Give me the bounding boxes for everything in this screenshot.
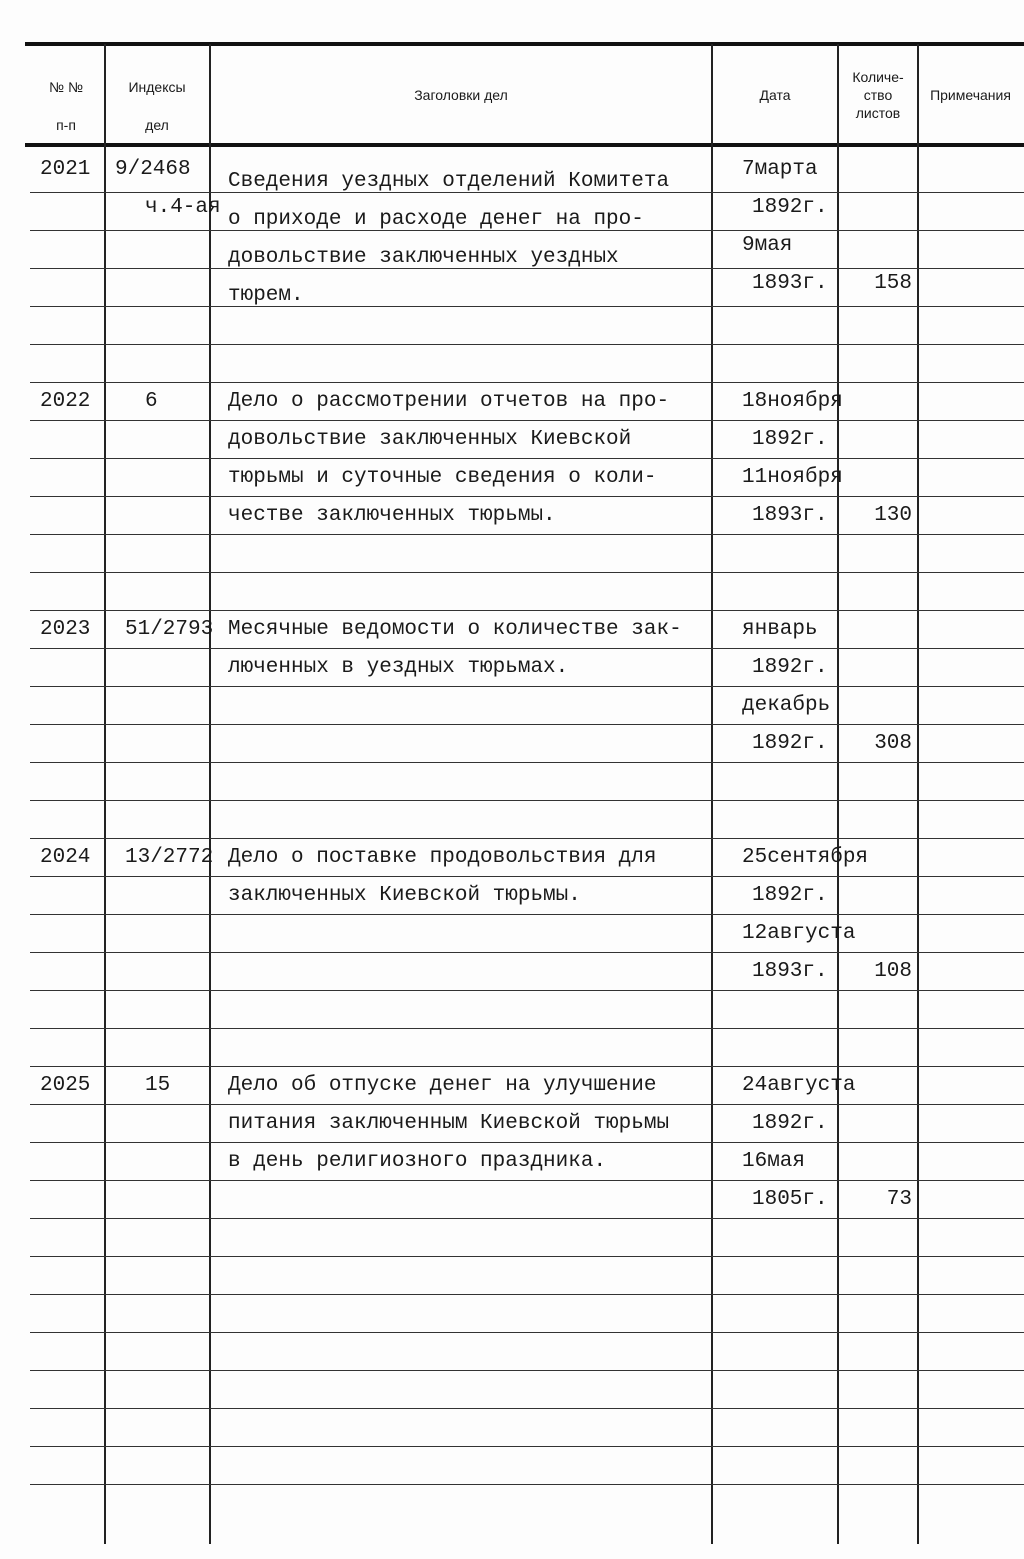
entry-index: ч.4-ая xyxy=(145,196,221,219)
entry-sheet-count: 73 xyxy=(886,1188,912,1211)
entry-index: 13/2772 xyxy=(125,846,214,869)
entry-date-line: 18ноября xyxy=(742,390,843,413)
ruled-line xyxy=(30,1446,1024,1447)
ruled-line xyxy=(30,306,1024,307)
entry-date-line: январь xyxy=(742,618,818,641)
ruled-line xyxy=(30,876,1024,877)
ruled-line xyxy=(30,838,1024,839)
entry-date-line: 12августа xyxy=(742,922,856,945)
entry-date-line: 1892г. xyxy=(752,428,828,451)
ruled-line xyxy=(30,382,1024,383)
header-notes: Примечания xyxy=(930,87,1011,103)
ruled-line xyxy=(30,724,1024,725)
ruled-line xyxy=(30,1104,1024,1105)
entry-number: 2022 xyxy=(40,390,91,413)
entry-title-line: тюрьмы и суточные сведения о коли- xyxy=(228,466,657,489)
ruled-line xyxy=(30,420,1024,421)
entry-number: 2021 xyxy=(40,158,91,181)
column-divider xyxy=(209,44,211,1544)
ruled-line xyxy=(30,648,1024,649)
ruled-line xyxy=(30,1256,1024,1257)
ruled-line xyxy=(30,762,1024,763)
entry-sheet-count: 108 xyxy=(874,960,912,983)
ruled-line xyxy=(30,1408,1024,1409)
entry-number: 2024 xyxy=(40,846,91,869)
entry-date-line: 1892г. xyxy=(752,1112,828,1135)
entry-title-line: Дело об отпуске денег на улучшение xyxy=(228,1074,657,1097)
ruled-line xyxy=(30,1294,1024,1295)
ruled-line xyxy=(30,1066,1024,1067)
ruled-line xyxy=(30,1370,1024,1371)
entry-title-line: честве заключенных тюрьмы. xyxy=(228,504,556,527)
ruled-line xyxy=(30,1332,1024,1333)
entry-index: 9/2468 xyxy=(115,158,191,181)
entry-date-line: 1892г. xyxy=(752,196,828,219)
ruled-line xyxy=(30,610,1024,611)
entry-date-line: 1892г. xyxy=(752,732,828,755)
header-number: № № п-п xyxy=(49,79,83,133)
entry-index: 6 xyxy=(145,390,158,413)
entry-sheet-count: 158 xyxy=(874,272,912,295)
entry-date-line: 11ноября xyxy=(742,466,843,489)
entry-date-line: 1892г. xyxy=(752,884,828,907)
entry-index: 15 xyxy=(145,1074,171,1097)
ruled-line xyxy=(30,1142,1024,1143)
entry-title-line: о приходе и расходе денег на про- xyxy=(228,208,644,231)
entry-title-line: Дело о рассмотрении отчетов на про- xyxy=(228,390,670,413)
column-divider xyxy=(711,44,713,1544)
entry-date-line: 7марта xyxy=(742,158,818,181)
entry-date-line: 16мая xyxy=(742,1150,806,1173)
ruled-line xyxy=(30,1218,1024,1219)
entry-title-line: питания заключенным Киевской тюрьмы xyxy=(228,1112,670,1135)
top-rule xyxy=(25,42,1024,46)
header-index: Индексы дел xyxy=(128,79,186,133)
column-divider xyxy=(917,44,919,1544)
header-sheets: Количе- ство листов xyxy=(852,69,904,121)
entry-date-line: 1892г. xyxy=(752,656,828,679)
entry-number: 2025 xyxy=(40,1074,91,1097)
ruled-line xyxy=(30,534,1024,535)
entry-title-line: довольствие заключенных уездных xyxy=(228,246,619,269)
entry-date-line: 1893г. xyxy=(752,272,828,295)
ruled-line xyxy=(30,800,1024,801)
ruled-line xyxy=(30,496,1024,497)
header-date: Дата xyxy=(759,87,791,103)
ruled-line xyxy=(30,1484,1024,1485)
ruled-line xyxy=(30,572,1024,573)
entry-title-line: Месячные ведомости о количестве зак- xyxy=(228,618,682,641)
entry-sheet-count: 308 xyxy=(874,732,912,755)
entry-title-line: тюрем. xyxy=(228,284,304,307)
ruled-line xyxy=(30,1028,1024,1029)
ruled-line xyxy=(30,344,1024,345)
entry-date-line: 9мая xyxy=(742,234,793,257)
entry-date-line: 1805г. xyxy=(752,1188,828,1211)
entry-title-line: Дело о поставке продовольствия для xyxy=(228,846,657,869)
column-divider xyxy=(837,44,839,1544)
column-divider xyxy=(104,44,106,1544)
entry-date-line: 1893г. xyxy=(752,960,828,983)
entry-title-line: заключенных Киевской тюрьмы. xyxy=(228,884,581,907)
entry-date-line: 24августа xyxy=(742,1074,856,1097)
ruled-line xyxy=(30,990,1024,991)
entry-date-line: декабрь xyxy=(742,694,831,717)
entry-date-line: 1893г. xyxy=(752,504,828,527)
ruled-line xyxy=(30,686,1024,687)
entry-date-line: 25сентября xyxy=(742,846,869,869)
entry-number: 2023 xyxy=(40,618,91,641)
entry-title-line: Сведения уездных отделений Комитета xyxy=(228,170,670,193)
entry-title-line: довольствие заключенных Киевской xyxy=(228,428,632,451)
ruled-line xyxy=(30,458,1024,459)
ruled-line xyxy=(30,1180,1024,1181)
ruled-line xyxy=(30,914,1024,915)
ruled-line xyxy=(30,952,1024,953)
entry-sheet-count: 130 xyxy=(874,504,912,527)
entry-index: 51/2793 xyxy=(125,618,214,641)
header-title: Заголовки дел xyxy=(414,87,508,103)
entry-title-line: люченных в уездных тюрьмах. xyxy=(228,656,569,679)
entry-title-line: в день религиозного праздника. xyxy=(228,1150,607,1173)
